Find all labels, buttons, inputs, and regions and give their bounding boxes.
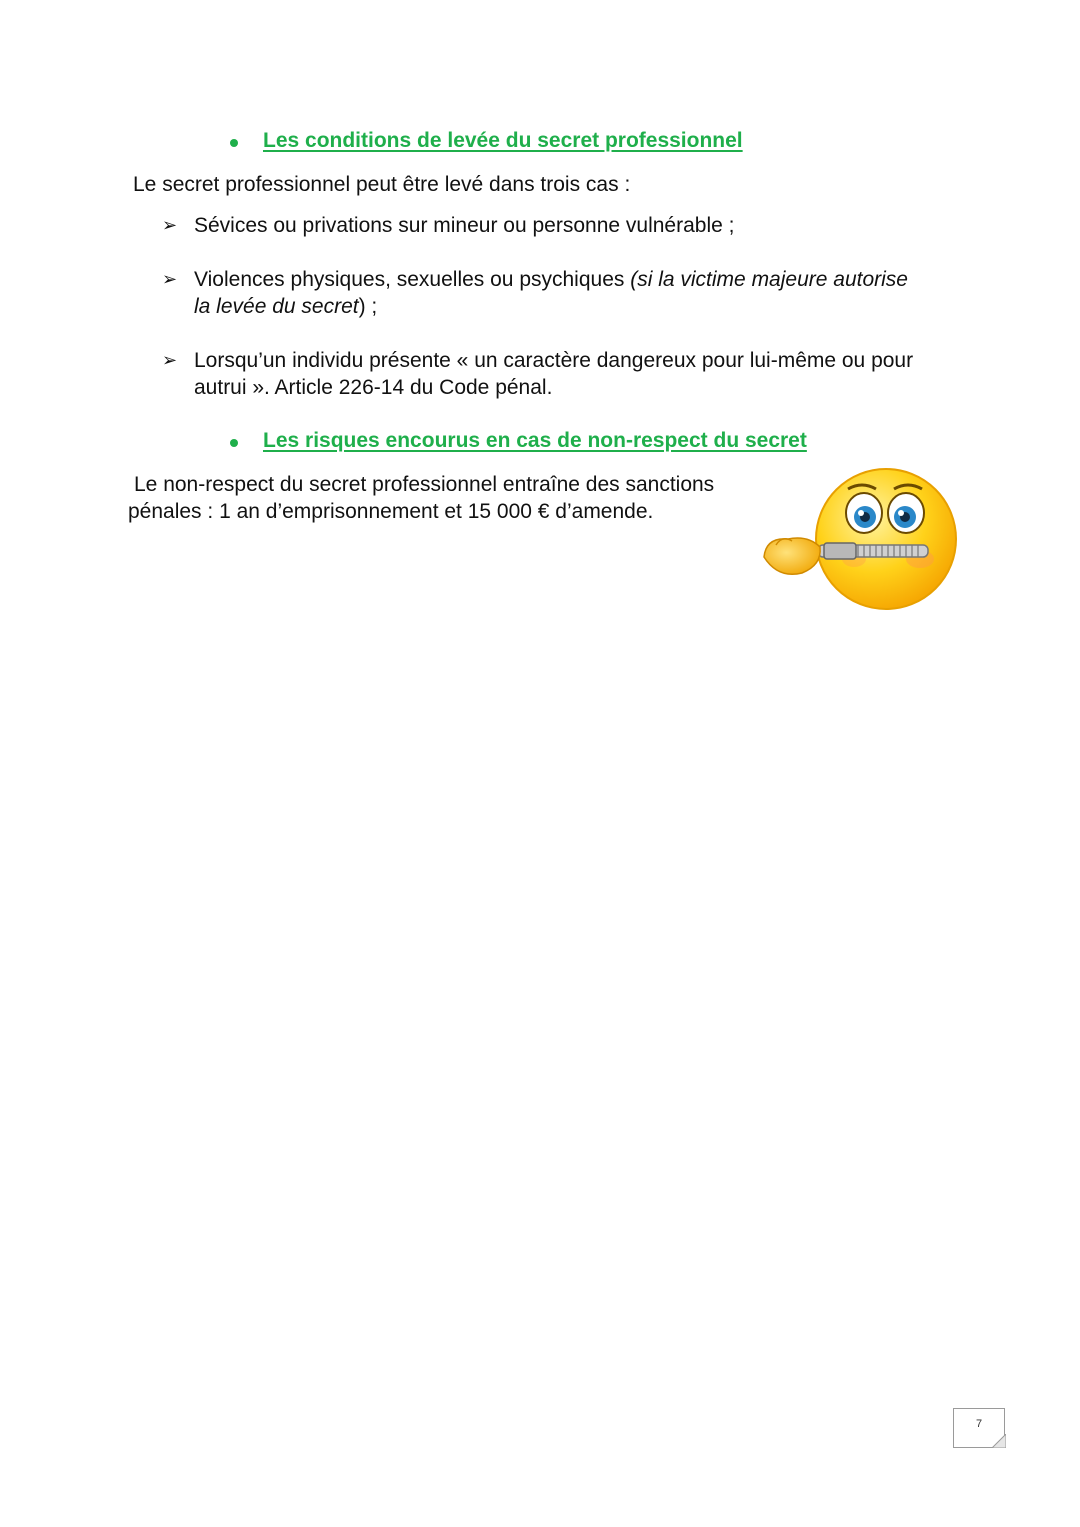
intro-text: Le secret professionnel peut être levé dans trois cas : bbox=[133, 173, 631, 196]
arrow-bullet-icon: ➢ bbox=[162, 350, 178, 370]
arrow-bullet-icon: ➢ bbox=[162, 269, 178, 289]
list-item bbox=[194, 266, 908, 293]
section-heading-risks: Les risques encourus en cas de non-respect du secret bbox=[263, 429, 807, 452]
risks-text-line: pénales : 1 an d’emprisonnement et 15 000 € d’amende. bbox=[128, 500, 654, 523]
list-item: Sévices ou privations sur mineur ou personne vulnérable ; bbox=[194, 214, 735, 237]
arrow-bullet-icon: ➢ bbox=[162, 215, 178, 235]
heading-bullet bbox=[230, 439, 238, 447]
list-item-italic: la levée du secret bbox=[194, 295, 359, 318]
list-item-text: Violences physiques, sexuelles ou psychiques bbox=[194, 268, 631, 291]
risks-text-line: Le non-respect du secret professionnel entraîne des sanctions bbox=[134, 473, 715, 496]
list-item-continued bbox=[194, 293, 377, 320]
list-item-text: ) ; bbox=[358, 295, 378, 318]
section-heading-conditions: Les conditions de levée du secret professionnel bbox=[263, 129, 743, 152]
page-number-text: 7 bbox=[975, 1418, 983, 1430]
heading-bullet bbox=[230, 139, 238, 147]
zipped-mouth-emoji-icon bbox=[758, 465, 960, 613]
list-item: Lorsqu’un individu présente « un caractère dangereux pour lui-même ou pour bbox=[194, 349, 914, 372]
page-fold-icon bbox=[992, 1434, 1006, 1448]
list-item-continued: autrui ». Article 226-14 du Code pénal. bbox=[194, 376, 553, 399]
list-item-italic: (si la victime majeure autorise bbox=[630, 268, 908, 291]
